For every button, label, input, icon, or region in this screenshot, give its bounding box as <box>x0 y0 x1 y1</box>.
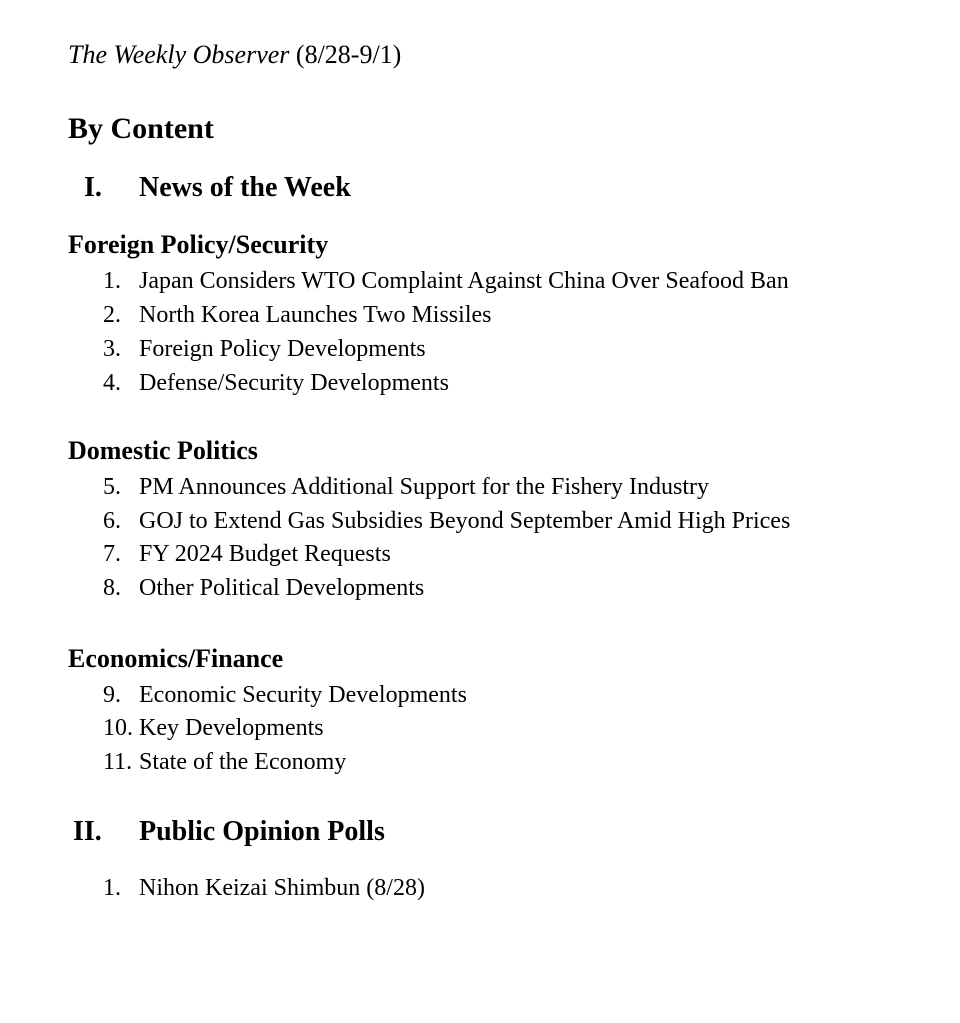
item-text: Japan Considers WTO Complaint Against China Over Seafood Ban <box>139 268 789 294</box>
list-item <box>0 572 900 604</box>
list-item <box>0 367 900 399</box>
list-item <box>0 265 900 297</box>
list-item <box>0 679 900 711</box>
list-item <box>0 746 900 778</box>
item-number: 1. <box>103 875 121 901</box>
part-heading-i <box>0 170 900 206</box>
item-number: 1. <box>103 268 121 294</box>
item-number: 9. <box>103 682 121 708</box>
part-numeral: II. <box>73 816 102 847</box>
item-text: Key Developments <box>139 715 324 741</box>
item-text: Defense/Security Developments <box>139 370 449 396</box>
item-number: 3. <box>103 336 121 362</box>
section-heading-domestic-politics: Domestic Politics <box>68 436 258 465</box>
item-text: Foreign Policy Developments <box>139 336 426 362</box>
publication-title: The Weekly Observer <box>68 40 290 69</box>
item-number: 10. <box>103 715 133 741</box>
item-text: PM Announces Additional Support for the Fishery Industry <box>139 474 709 500</box>
part-title: Public Opinion Polls <box>139 816 385 847</box>
by-content-heading: By Content <box>68 112 214 145</box>
list-item <box>0 299 900 331</box>
date-range: (8/28-9/1) <box>289 40 402 69</box>
list-item <box>0 505 900 537</box>
list-item <box>0 471 900 503</box>
list-item <box>0 712 900 744</box>
item-text: Economic Security Developments <box>139 682 467 708</box>
item-text: GOJ to Extend Gas Subsidies Beyond September Amid High Prices <box>139 508 791 534</box>
item-number: 4. <box>103 370 121 396</box>
item-text: Nihon Keizai Shimbun (8/28) <box>139 875 425 901</box>
item-number: 11. <box>103 749 133 775</box>
item-text: FY 2024 Budget Requests <box>139 541 391 567</box>
list-item <box>0 538 900 570</box>
list-item <box>0 872 900 904</box>
item-number: 5. <box>103 474 121 500</box>
part-numeral: I. <box>84 172 102 203</box>
item-number: 2. <box>103 302 121 328</box>
item-text: Other Political Developments <box>139 575 425 601</box>
part-title: News of the Week <box>139 172 351 203</box>
section-heading-foreign-policy: Foreign Policy/Security <box>68 230 329 259</box>
item-number: 8. <box>103 575 121 601</box>
part-heading-ii <box>0 814 900 850</box>
item-number: 7. <box>103 541 121 567</box>
item-text: State of the Economy <box>139 749 347 775</box>
list-item <box>0 333 900 365</box>
item-text: North Korea Launches Two Missiles <box>139 302 492 328</box>
item-number: 6. <box>103 508 121 534</box>
section-heading-economics-finance: Economics/Finance <box>68 644 284 673</box>
document-header <box>68 38 401 72</box>
